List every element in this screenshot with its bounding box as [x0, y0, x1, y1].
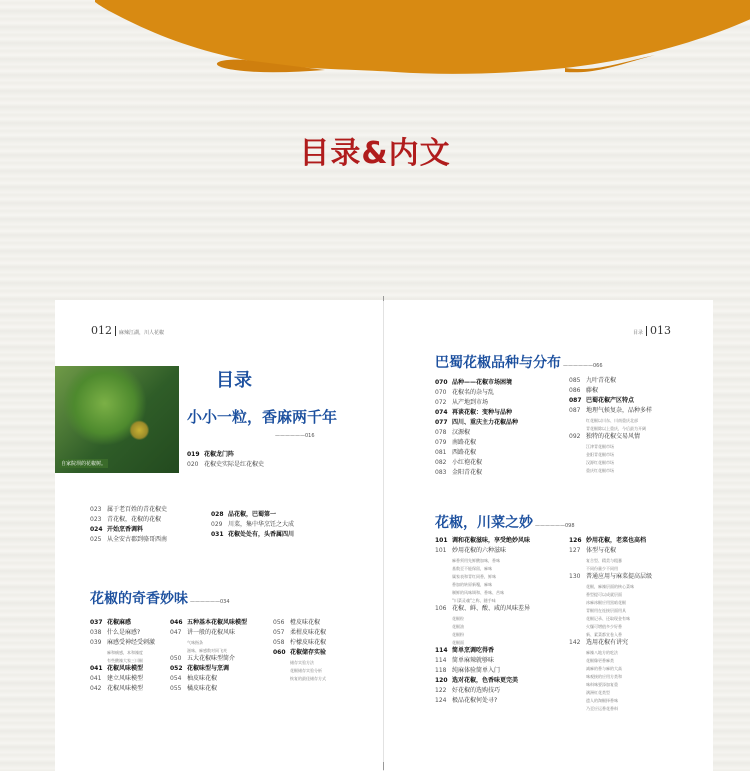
toc-entry — [273, 638, 326, 648]
toc-entry-page: 037 — [90, 619, 103, 626]
page-heading: 目录&内文 — [299, 136, 451, 171]
toc-entry — [90, 618, 155, 628]
toc-entry — [435, 428, 518, 438]
toc-entry — [569, 450, 652, 458]
toc-entry-text: 麻和痛感，本和辣度 — [107, 650, 143, 655]
toc-entry-page: 020 — [187, 461, 199, 468]
toc-entry-page: 092 — [569, 433, 581, 440]
toc-entry-text: 花椒储存实验分析 — [290, 668, 322, 673]
toc-entry — [273, 666, 326, 674]
toc-entry — [569, 572, 652, 582]
toc-entry-page: 086 — [569, 387, 581, 394]
toc-entry-page: 114 — [435, 647, 448, 654]
toc-entry-text: 简单烹调吃得香 — [452, 647, 495, 654]
toc-entry — [211, 520, 294, 530]
toc-entry — [569, 442, 652, 450]
toc-entry — [569, 688, 652, 696]
section-title-flavor: 花椒的奇香妙味 ——————034 — [90, 591, 230, 607]
toc-entry-page: 047 — [170, 629, 182, 636]
toc-list-varieties-col1 — [435, 378, 518, 478]
toc-entry-page: 052 — [170, 665, 183, 672]
toc-entry — [211, 530, 294, 540]
toc-entry — [569, 458, 652, 466]
toc-entry-text: 橘皮味花椒 — [187, 685, 218, 692]
toc-entry — [569, 582, 652, 590]
toc-entry — [170, 638, 247, 646]
toc-entry-text: 藤椒 — [586, 387, 599, 394]
toc-entry — [435, 398, 518, 408]
toc-entry-text: 遗人的淘椒择香味 — [586, 698, 618, 703]
toc-entry — [435, 614, 530, 622]
toc-entry-text: 独特的花椒交易风情 — [586, 433, 641, 440]
toc-entry-page: 085 — [569, 377, 581, 384]
toc-entry-text: 五种基本花椒风味模型 — [187, 619, 248, 626]
toc-entry — [569, 638, 652, 648]
toc-entry — [90, 684, 155, 694]
toc-entry-page: 124 — [435, 697, 447, 704]
book-spine — [383, 300, 384, 771]
toc-entry — [569, 680, 652, 688]
toc-entry — [569, 630, 652, 638]
toc-entry-page: 054 — [170, 675, 182, 682]
toc-entry-text: 南路花椒 — [452, 439, 477, 446]
toc-entry-text: 麻感受神经受刺激 — [107, 639, 156, 646]
toc-entry-text: 花椒风味模型 — [107, 685, 144, 692]
toc-entry — [435, 378, 518, 388]
toc-entry — [569, 564, 652, 572]
toc-entry-text: 味观接的应用方类和 — [586, 674, 622, 679]
toc-entry-page: 087 — [569, 407, 581, 414]
toc-entry-text: 麻香须用先鲜酸加味，香味 — [452, 558, 500, 563]
toc-entry — [435, 468, 518, 478]
toc-entry-text: 柔柑皮味花椒 — [290, 629, 327, 636]
toc-entry — [569, 696, 652, 704]
toc-entry-text: 西路花椒 — [452, 449, 477, 456]
toc-entry-text: 花椒储存实验 — [290, 649, 327, 656]
toc-entry — [435, 676, 530, 686]
toc-entry-text: 纯麻体验简单入门 — [452, 667, 501, 674]
toc-entry-text: 乃至应运香花香料 — [586, 706, 618, 711]
toc-entry-text: 从全安古郡到骆哥西南 — [107, 536, 168, 543]
toc-entry — [569, 672, 652, 680]
toc-entry-page: 057 — [273, 629, 285, 636]
toc-entry-page: 114 — [435, 657, 447, 664]
toc-entry-page: 081 — [435, 449, 447, 456]
toc-entry — [435, 622, 530, 630]
toc-entry-page: 046 — [170, 619, 183, 626]
toc-entry-text: 制鲜的风味调和、香味、苦味 — [452, 590, 504, 595]
toc-entry-text: 简单麻辣就够味 — [452, 657, 495, 664]
toc-entry-page: 082 — [435, 459, 447, 466]
toc-list-col1 — [90, 618, 155, 694]
toc-entry — [170, 646, 247, 654]
toc-entry-page: 070 — [435, 389, 447, 396]
toc-entry — [435, 596, 530, 604]
toc-entry-text: 花椒麻感 — [107, 619, 132, 626]
toc-entry — [90, 664, 155, 674]
toc-entry — [569, 416, 652, 424]
toc-entry — [569, 556, 652, 564]
toc-entry — [170, 654, 247, 664]
toc-entry-text: 新、素菜都宣卷入香 — [586, 632, 622, 637]
toc-entry — [435, 536, 530, 546]
toc-entry — [90, 656, 155, 664]
toc-entry-page: 070 — [435, 379, 448, 386]
toc-entry — [569, 606, 652, 614]
section-title-cuisine: 花椒，川菜之妙 ——————098 — [435, 515, 575, 531]
toc-entry — [435, 458, 518, 468]
toc-entry — [569, 536, 652, 546]
toc-entry — [211, 510, 294, 520]
toc-entry-text: 讲一般的花椒风味 — [187, 629, 236, 636]
toc-entry — [569, 664, 652, 672]
toc-entry-page: 056 — [273, 619, 285, 626]
toc-entry-page: 118 — [435, 667, 447, 674]
toc-entry-text: 滋味、麻感数对同飞麦 — [187, 648, 227, 653]
toc-entry — [569, 546, 652, 556]
toc-entry — [435, 638, 530, 646]
toc-entry-text: 建立风味模型 — [107, 675, 144, 682]
toc-entry — [273, 618, 326, 628]
toc-entry-page: 024 — [90, 526, 103, 533]
toc-entry-text: 江津青花椒市场 — [586, 444, 614, 449]
toc-entry — [90, 674, 155, 684]
toc-entry-text: "川菜灵魂"之称，随手味 — [452, 598, 496, 603]
toc-entry-text: 花椒龙门阵 — [204, 451, 235, 458]
toc-entry-text: 属家表和青红同香，鲜味 — [452, 574, 496, 579]
toc-entry-page: 072 — [435, 399, 447, 406]
toc-entry-text: 不同份量少不同用 — [586, 566, 618, 571]
toc-entry-text: 品花椒，巴蜀第一 — [228, 511, 277, 518]
toc-entry-text: 四川、重庆主力花椒品种 — [452, 419, 519, 426]
toc-entry — [170, 618, 247, 628]
right-page-header — [633, 324, 671, 337]
toc-list-a — [187, 450, 264, 470]
toc-entry-text: 麻辣八地方的吃法 — [586, 650, 618, 655]
toc-entry — [569, 590, 652, 598]
toc-entry-text: 火爆可增值多少好香 — [586, 624, 622, 629]
toc-entry-text: 花椒面 — [452, 640, 464, 645]
toc-entry — [435, 604, 530, 614]
toc-entry-text: 地理气候复杂，品种多样 — [586, 407, 653, 414]
toc-entry — [569, 704, 652, 712]
toc-entry-text: 复合型、精美与粗暴 — [586, 558, 622, 563]
toc-entry-text: 品种——花椒市场困境 — [452, 379, 513, 386]
toc-entry-text: 柚皮味花椒 — [187, 675, 218, 682]
toc-entry-text: 花椒风味模型 — [107, 665, 144, 672]
toc-entry — [569, 614, 652, 622]
toc-entry-text: 花椒油 — [452, 624, 464, 629]
toc-entry — [90, 535, 167, 545]
toc-entry-text: 满洲紅花类型 — [586, 690, 610, 695]
toc-entry-text: 金阳青花椒 — [452, 469, 483, 476]
toc-entry-page: 041 — [90, 665, 103, 672]
toc-entry-page: 038 — [90, 629, 102, 636]
toc-entry — [90, 628, 155, 638]
right-page-number: 013 — [650, 324, 672, 337]
toc-entry — [435, 588, 530, 596]
toc-entry-page: 023 — [90, 516, 102, 523]
crop-mark — [383, 296, 384, 301]
toc-entry-text: 体型与花椒 — [586, 547, 617, 554]
toc-entry-text: 金阳青花椒市场 — [586, 452, 614, 457]
toc-entry-text: 花椒名的杂与乱 — [452, 389, 495, 396]
toc-entry-text: 气味指条 — [187, 640, 203, 645]
toc-entry-page: 101 — [435, 547, 447, 554]
toc-entry — [569, 466, 652, 474]
toc-entry-page: 120 — [435, 677, 448, 684]
toc-entry-page: 023 — [90, 506, 102, 513]
toc-entry-text: 有些酸辣大家三川椒 — [107, 658, 143, 663]
toc-entry-text: 巴蜀花椒产区特点 — [586, 397, 635, 404]
orange-brush-stroke — [95, 0, 750, 75]
toc-entry — [569, 396, 652, 406]
toc-entry-text: 花椒、鲜、酸、咸的风味差异 — [452, 605, 531, 612]
toc-entry-text: 汉源椒 — [452, 429, 471, 436]
toc-entry — [435, 448, 518, 458]
section-title-varieties: 巴蜀花椒品种与分布 ——————066 — [435, 355, 603, 371]
toc-entry — [90, 648, 155, 656]
toc-entry — [435, 666, 530, 676]
toc-entry-page: 087 — [569, 397, 582, 404]
toc-list-col2 — [170, 618, 247, 694]
toc-entry-text: 花椒处处有，头香属四川 — [228, 531, 295, 538]
right-running-head: 目录 — [633, 330, 644, 336]
toc-entry-text: 五大花椒味型简介 — [187, 655, 236, 662]
toc-entry — [569, 598, 652, 606]
toc-entry-page: 019 — [187, 451, 200, 458]
toc-entry — [435, 438, 518, 448]
toc-entry — [435, 564, 530, 572]
toc-entry-text: 红花椒以川东、川南重庆北部 — [586, 418, 638, 423]
toc-entry — [435, 696, 530, 706]
toc-entry — [435, 580, 530, 588]
toc-entry — [435, 418, 518, 428]
toc-entry-text: 香型提可以成就层面 — [586, 592, 622, 597]
toc-entry-page: 058 — [273, 639, 285, 646]
toc-entry-page: 039 — [90, 639, 102, 646]
toc-entry — [569, 432, 652, 442]
toc-entry — [273, 628, 326, 638]
toc-entry-page: 079 — [435, 439, 447, 446]
toc-entry-page: 042 — [90, 685, 102, 692]
toc-entry-text: 青椒用在连接层面用具 — [586, 608, 626, 613]
toc-entry-text: 选用花椒有讲究 — [586, 639, 629, 646]
toc-list-c — [211, 510, 294, 540]
toc-list-cuisine-col2 — [569, 536, 652, 712]
left-page-header — [91, 324, 164, 337]
toc-entry-text: 冰麻冰椒应用黑暗花椒 — [586, 600, 626, 605]
toc-entry — [435, 686, 530, 696]
sichuan-pepper-photo — [55, 366, 179, 473]
toc-entry — [170, 684, 247, 694]
toc-entry-text: 再谈花椒：变种与品种 — [452, 409, 513, 416]
toc-entry-text: 减麻的香与麻的大高 — [586, 666, 622, 671]
toc-entry-page: 083 — [435, 469, 447, 476]
toc-entry-page: 031 — [211, 531, 224, 538]
toc-entry-text: 妙用花椒，老菜也高档 — [586, 537, 647, 544]
section-page-history: ——————016 — [275, 433, 315, 439]
toc-list-varieties-col2 — [569, 376, 652, 474]
toc-list-b — [90, 505, 167, 545]
toc-entry-text: 香加的转原新嘎，麻味 — [452, 582, 492, 587]
toc-entry-page: 050 — [170, 655, 182, 662]
toc-entry-text: 九叶青花椒 — [586, 377, 617, 384]
toc-entry-text: 青花椒除以上重庆，今后最为开阔 — [586, 426, 646, 431]
toc-entry — [90, 515, 167, 525]
toc-entry-text: 花椒味型与烹调 — [187, 665, 230, 672]
toc-entry-page: 078 — [435, 429, 447, 436]
toc-entry — [170, 628, 247, 638]
toc-entry-text: 柠檬皮味花椒 — [290, 639, 327, 646]
toc-entry — [435, 656, 530, 666]
toc-entry-page: 028 — [211, 511, 224, 518]
toc-entry-text: 好花椒的选购技巧 — [452, 687, 501, 694]
toc-entry-text: 小红袍花椒 — [452, 459, 483, 466]
toc-entry — [90, 638, 155, 648]
toc-entry — [569, 376, 652, 386]
toc-entry — [90, 525, 167, 535]
toc-entry-text: 花椒记录、还取现金有味 — [586, 616, 630, 621]
toc-entry-text: 选对花椒，色香味更完美 — [452, 677, 519, 684]
toc-entry — [435, 556, 530, 564]
toc-entry — [187, 450, 264, 460]
toc-entry-text: 花椒粉 — [452, 632, 464, 637]
toc-entry-text: 花椒，麻辣层面的核心菜味 — [586, 584, 634, 589]
toc-entry — [435, 572, 530, 580]
book-spread — [55, 300, 713, 771]
toc-entry — [90, 505, 167, 515]
toc-entry — [273, 658, 326, 666]
toc-entry-text: 味料味要添加复重 — [586, 682, 618, 687]
toc-list-cuisine-col1 — [435, 536, 530, 706]
toc-entry-page: 101 — [435, 537, 448, 544]
toc-entry-text: 普通应用与麻菜提高层级 — [586, 573, 653, 580]
toc-entry-text: 花椒史实际是红花椒史 — [204, 461, 265, 468]
toc-entry-page: 055 — [170, 685, 182, 692]
crop-mark — [383, 762, 384, 770]
toc-entry — [187, 460, 264, 470]
toc-list-col3 — [273, 618, 326, 682]
toc-entry-text: 基数至不能保留，麻味 — [452, 566, 492, 571]
toc-entry-page: 074 — [435, 409, 448, 416]
left-page-number: 012 — [91, 324, 112, 337]
toc-entry-text: 属于老百姓的青花椒史 — [107, 506, 168, 513]
toc-entry-text: 花椒像更香麻类 — [586, 658, 614, 663]
toc-entry-text: 汉源红花椒市场 — [586, 460, 614, 465]
toc-entry — [569, 424, 652, 432]
toc-entry — [435, 388, 518, 398]
toc-entry-text: 恢复的最佳储存方式 — [290, 676, 326, 681]
toc-entry-page: 106 — [435, 605, 447, 612]
toc-entry-text: 川菜，集中华烹饪之大成 — [228, 521, 295, 528]
toc-entry-text: 青花椒，花椒的花椒 — [107, 516, 162, 523]
toc-entry-page: 077 — [435, 419, 448, 426]
toc-entry — [170, 674, 247, 684]
toc-entry-text: 开始烹香调料 — [107, 526, 144, 533]
toc-entry-text: 调和花椒滋味，享受绝妙风味 — [452, 537, 531, 544]
toc-entry — [435, 546, 530, 556]
toc-entry-page: 060 — [273, 649, 286, 656]
toc-entry-text: 妙用花椒的六种滋味 — [452, 547, 507, 554]
toc-entry — [569, 406, 652, 416]
toc-entry-text: 花椒粒 — [452, 616, 464, 621]
toc-entry-page: 130 — [569, 573, 581, 580]
toc-entry-page: 142 — [569, 639, 581, 646]
toc-entry-text: 从产地到市场 — [452, 399, 489, 406]
section-title-history: 小小一粒，香麻两千年 — [187, 408, 338, 426]
toc-entry — [273, 648, 326, 658]
toc-entry-text: 极品花椒何处寻? — [452, 697, 498, 704]
left-page — [55, 300, 383, 771]
toc-entry — [170, 664, 247, 674]
toc-entry-page: 126 — [569, 537, 582, 544]
toc-entry-text: 什么是麻感? — [107, 629, 141, 636]
toc-title: 目录 — [216, 370, 252, 391]
toc-entry — [569, 656, 652, 664]
right-page — [385, 300, 713, 771]
toc-entry — [435, 630, 530, 638]
toc-entry-page: 041 — [90, 675, 102, 682]
toc-entry-page: 025 — [90, 536, 102, 543]
toc-entry — [435, 646, 530, 656]
toc-entry — [273, 674, 326, 682]
toc-entry-page: 122 — [435, 687, 447, 694]
toc-entry — [569, 622, 652, 630]
toc-entry-text: 橙皮味花椒 — [290, 619, 321, 626]
toc-entry — [435, 408, 518, 418]
toc-entry-text: 重庆红花椒市场 — [586, 468, 614, 473]
toc-entry-text: 储存实验方法 — [290, 660, 314, 665]
toc-entry — [569, 386, 652, 396]
toc-entry-page: 127 — [569, 547, 581, 554]
toc-entry-page: 029 — [211, 521, 223, 528]
toc-entry — [569, 648, 652, 656]
left-running-head: 麻辣江湖，川人花椒 — [119, 330, 165, 336]
photo-caption: 自家院坝的花椒树。 — [61, 461, 107, 467]
